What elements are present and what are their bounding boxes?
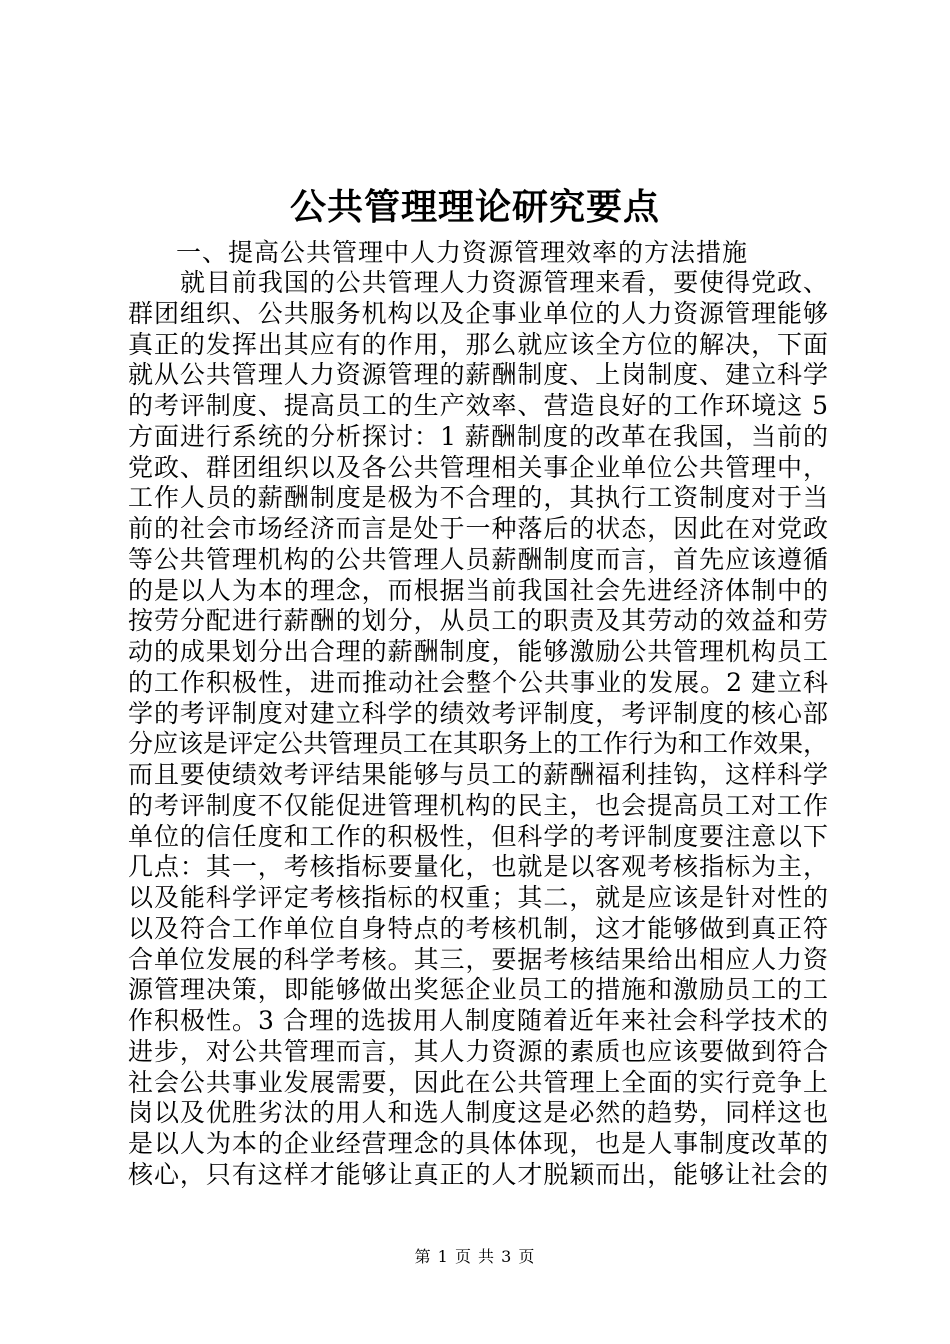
- body-text-line: 合单位发展的科学考核。其三，要据考核结果给出相应人力资: [128, 944, 828, 974]
- section-heading: 一、提高公共管理中人力资源管理效率的方法措施: [176, 238, 749, 267]
- body-text-line: 几点：其一，考核指标要量化，也就是以客观考核指标为主，: [128, 852, 828, 882]
- body-text-line: 就目前我国的公共管理人力资源管理来看，要使得党政、: [180, 268, 828, 297]
- body-text-line: 动的成果划分出合理的薪酬制度，能够激励公共管理机构员工: [128, 637, 828, 666]
- body-text-line: 就从公共管理人力资源管理的薪酬制度、上岗制度、建立科学: [128, 360, 828, 390]
- body-text-line: 岗以及优胜劣汰的用人和选人制度这是必然的趋势，同样这也: [128, 1098, 828, 1128]
- body-text-line: 单位的信任度和工作的积极性，但科学的考评制度要注意以下: [128, 821, 828, 851]
- document-title: 公共管理理论研究要点: [289, 186, 660, 228]
- body-text-line: 分应该是评定公共管理员工在其职务上的工作行为和工作效果，: [128, 729, 829, 759]
- body-text-line: 作积极性。3 合理的选拔用人制度随着近年来社会科学技术的: [128, 1006, 828, 1035]
- body-text-line: 以及符合工作单位自身特点的考核机制，这才能够做到真正符: [128, 913, 828, 943]
- body-text-line: 的工作积极性，进而推动社会整个公共事业的发展。2 建立科: [128, 667, 828, 697]
- body-text-line: 党政、群团组织以及各公共管理相关事企业单位公共管理中，: [128, 452, 828, 482]
- body-text-line: 的考评制度不仅能促进管理机构的民主，也会提高员工对工作: [128, 790, 828, 820]
- body-text-line: 方面进行系统的分析探讨：1 薪酬制度的改革在我国，当前的: [128, 421, 828, 451]
- body-text-line: 核心，只有这样才能够让真正的人才脱颖而出，能够让社会的: [128, 1159, 828, 1189]
- body-text-line: 以及能科学评定考核指标的权重；其二，就是应该是针对性的: [128, 883, 828, 912]
- body-paragraph: [128, 268, 828, 1191]
- body-text-line: 工作人员的薪酬制度是极为不合理的，其执行工资制度对于当: [128, 483, 828, 513]
- body-text-line: 是以人为本的企业经营理念的具体体现，也是人事制度改革的: [128, 1129, 828, 1158]
- body-text-line: 等公共管理机构的公共管理人员薪酬制度而言，首先应该遵循: [128, 544, 828, 574]
- body-text-line: 进步，对公共管理而言，其人力资源的素质也应该要做到符合: [128, 1036, 828, 1066]
- page-number-footer: 第 1 页 共 3 页: [414, 1247, 536, 1266]
- body-text-line: 真正的发挥出其应有的作用，那么就应该全方位的解决，下面: [128, 329, 828, 359]
- body-text-line: 的考评制度、提高员工的生产效率、营造良好的工作环境这 5: [128, 391, 828, 420]
- body-text-line: 而且要使绩效考评结果能够与员工的薪酬福利挂钩，这样科学: [128, 760, 828, 789]
- body-text-line: 前的社会市场经济而言是处于一种落后的状态，因此在对党政: [128, 514, 828, 543]
- body-text-line: 社会公共事业发展需要，因此在公共管理上全面的实行竞争上: [128, 1067, 828, 1097]
- body-text-line: 源管理决策，即能够做出奖惩企业员工的措施和激励员工的工: [128, 975, 828, 1005]
- body-text-line: 学的考评制度对建立科学的绩效考评制度，考评制度的核心部: [128, 698, 828, 728]
- body-text-line: 群团组织、公共服务机构以及企事业单位的人力资源管理能够: [128, 298, 828, 328]
- body-text-line: 的是以人为本的理念，而根据当前我国社会先进经济体制中的: [128, 575, 828, 605]
- body-text-line: 按劳分配进行薪酬的划分，从员工的职责及其劳动的效益和劳: [128, 606, 828, 636]
